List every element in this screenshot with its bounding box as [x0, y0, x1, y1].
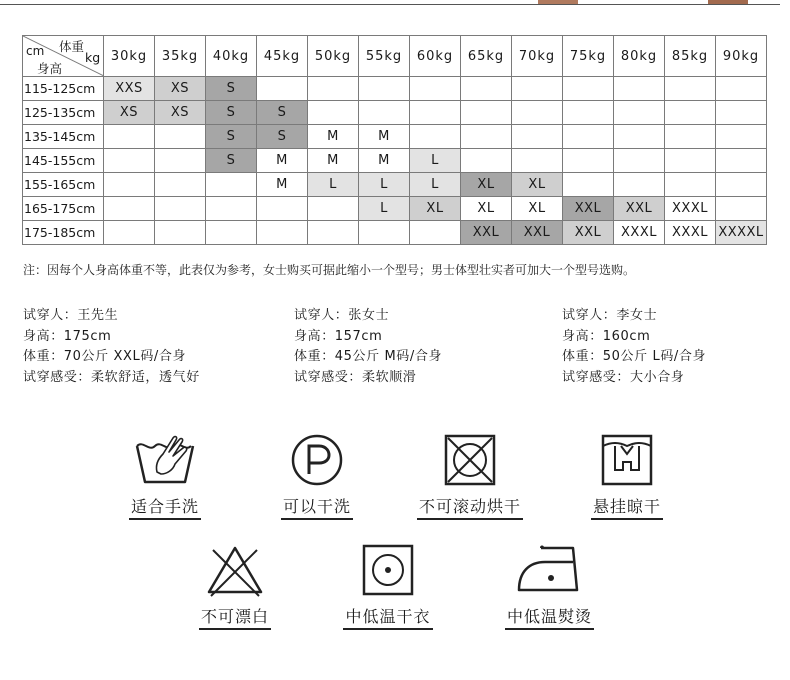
size-cell: XL	[461, 197, 512, 221]
tester-name: 试穿人：王先生	[23, 308, 119, 323]
hand-wash-icon	[133, 432, 197, 488]
weight-header: 60kg	[410, 36, 461, 77]
table-row	[23, 173, 767, 197]
size-cell	[512, 101, 563, 125]
size-cell	[104, 149, 155, 173]
size-cell: XS	[104, 101, 155, 125]
size-cell: S	[206, 125, 257, 149]
tester-name: 试穿人：李女士	[562, 308, 658, 323]
size-cell: S	[206, 77, 257, 101]
size-cell	[155, 173, 206, 197]
size-cell: XXS	[104, 77, 155, 101]
size-cell	[563, 77, 614, 101]
corner-weight-label: 体重	[59, 39, 85, 54]
height-label: 135-145cm	[23, 125, 104, 149]
tester-card	[294, 306, 442, 388]
size-cell	[665, 125, 716, 149]
size-cell	[614, 149, 665, 173]
size-cell	[461, 125, 512, 149]
weight-header: 70kg	[512, 36, 563, 77]
tester-feeling: 试穿感受：大小合身	[562, 369, 685, 385]
top-divider	[0, 4, 780, 5]
tester-feeling: 试穿感受：柔软顺滑	[294, 369, 417, 385]
size-cell	[614, 173, 665, 197]
corner-height-label: 身高	[37, 61, 63, 76]
size-cell	[716, 101, 767, 125]
size-cell: XXXL	[614, 221, 665, 245]
height-label: 125-135cm	[23, 101, 104, 125]
size-cell: S	[206, 149, 257, 173]
tester-feeling: 试穿感受：柔软舒适，透气好	[23, 369, 200, 385]
size-cell: XXL	[563, 221, 614, 245]
weight-header: 80kg	[614, 36, 665, 77]
size-cell	[206, 197, 257, 221]
size-cell	[665, 173, 716, 197]
size-cell	[461, 77, 512, 101]
care-item	[180, 542, 290, 630]
size-cell	[563, 101, 614, 125]
size-cell: XXL	[512, 221, 563, 245]
tester-weight: 体重：50公斤 L码/合身	[562, 349, 707, 364]
care-label: 不可滚动烘干	[417, 494, 523, 520]
weight-header: 90kg	[716, 36, 767, 77]
size-cell	[665, 77, 716, 101]
size-cell: XXXL	[665, 197, 716, 221]
size-cell	[155, 197, 206, 221]
size-cell	[716, 197, 767, 221]
table-row	[23, 125, 767, 149]
size-note: 注：因每个人身高体重不等，此表仅为参考，女士购买可据此缩小一个型号；男士体型壮实者可加大一个型号选购。	[23, 263, 636, 277]
size-cell	[512, 125, 563, 149]
size-cell	[512, 77, 563, 101]
care-label: 不可漂白	[199, 604, 271, 630]
size-cell	[104, 125, 155, 149]
size-cell	[563, 173, 614, 197]
table-row	[23, 221, 767, 245]
size-cell	[104, 221, 155, 245]
weight-header: 35kg	[155, 36, 206, 77]
size-cell	[410, 101, 461, 125]
size-cell	[665, 149, 716, 173]
low-temp-iron-icon	[515, 542, 585, 598]
size-cell	[563, 149, 614, 173]
top-image-fragment	[538, 0, 578, 4]
size-cell: XXXL	[665, 221, 716, 245]
size-cell	[155, 221, 206, 245]
height-label: 155-165cm	[23, 173, 104, 197]
weight-header: 45kg	[257, 36, 308, 77]
size-cell	[359, 101, 410, 125]
size-cell	[665, 101, 716, 125]
top-image-fragment	[708, 0, 748, 4]
height-label: 115-125cm	[23, 77, 104, 101]
weight-header: 65kg	[461, 36, 512, 77]
care-item	[333, 542, 443, 630]
size-cell	[308, 197, 359, 221]
weight-header: 30kg	[104, 36, 155, 77]
size-cell: XXL	[461, 221, 512, 245]
size-cell	[716, 125, 767, 149]
height-label: 165-175cm	[23, 197, 104, 221]
size-cell	[155, 125, 206, 149]
tester-height: 身高：160cm	[562, 328, 651, 344]
size-cell: S	[206, 101, 257, 125]
corner-kg-label: kg	[85, 50, 101, 65]
care-item	[262, 432, 372, 520]
size-cell: L	[410, 149, 461, 173]
dry-clean-icon	[287, 432, 347, 488]
table-row	[23, 101, 767, 125]
table-row	[23, 197, 767, 221]
height-label: 175-185cm	[23, 221, 104, 245]
care-item	[405, 432, 535, 520]
size-cell: M	[308, 125, 359, 149]
care-label: 可以干洗	[281, 494, 353, 520]
size-cell	[716, 173, 767, 197]
size-cell: XXL	[563, 197, 614, 221]
hang-dry-icon	[599, 432, 655, 488]
corner-cm-label: cm	[26, 44, 45, 58]
tester-weight: 体重：70公斤 XXL码/合身	[23, 349, 187, 364]
size-cell	[104, 173, 155, 197]
size-cell	[512, 149, 563, 173]
no-bleach-icon	[203, 542, 267, 598]
size-cell	[716, 77, 767, 101]
size-chart-table	[22, 35, 767, 245]
tester-weight: 体重：45公斤 M码/合身	[294, 349, 443, 364]
size-cell	[257, 221, 308, 245]
table-row	[23, 149, 767, 173]
tester-card	[562, 306, 706, 388]
size-cell	[206, 173, 257, 197]
size-cell	[614, 77, 665, 101]
size-cell: XL	[410, 197, 461, 221]
size-cell	[410, 125, 461, 149]
weight-header: 55kg	[359, 36, 410, 77]
size-cell: XS	[155, 77, 206, 101]
size-cell: XS	[155, 101, 206, 125]
height-label: 145-155cm	[23, 149, 104, 173]
tester-name: 试穿人：张女士	[294, 308, 390, 323]
low-temp-dry-icon	[360, 542, 416, 598]
care-item	[572, 432, 682, 520]
size-cell	[359, 77, 410, 101]
size-cell: XL	[512, 173, 563, 197]
size-cell: XXL	[614, 197, 665, 221]
size-cell: M	[257, 173, 308, 197]
corner-cell	[23, 36, 104, 77]
size-cell	[614, 125, 665, 149]
size-cell	[104, 197, 155, 221]
size-cell: L	[359, 173, 410, 197]
size-cell: XL	[512, 197, 563, 221]
size-cell: M	[359, 125, 410, 149]
care-label: 适合手洗	[129, 494, 201, 520]
weight-header: 50kg	[308, 36, 359, 77]
size-cell	[257, 197, 308, 221]
weight-header: 85kg	[665, 36, 716, 77]
tester-card	[23, 306, 200, 388]
tester-height: 身高：157cm	[294, 328, 383, 344]
care-item	[492, 542, 607, 630]
size-cell	[308, 101, 359, 125]
weight-header: 40kg	[206, 36, 257, 77]
weight-header: 75kg	[563, 36, 614, 77]
size-cell	[206, 221, 257, 245]
size-cell	[308, 221, 359, 245]
size-cell	[155, 149, 206, 173]
size-cell: M	[257, 149, 308, 173]
care-label: 中低温干衣	[343, 604, 432, 630]
size-cell	[614, 101, 665, 125]
no-tumble-dry-icon	[442, 432, 498, 488]
size-cell	[563, 125, 614, 149]
size-cell	[461, 101, 512, 125]
size-cell: L	[308, 173, 359, 197]
size-cell	[716, 149, 767, 173]
size-cell: L	[359, 197, 410, 221]
size-cell: S	[257, 125, 308, 149]
care-label: 中低温熨烫	[505, 604, 594, 630]
size-cell: L	[410, 173, 461, 197]
size-cell: M	[308, 149, 359, 173]
tester-height: 身高：175cm	[23, 328, 112, 344]
size-cell	[257, 77, 308, 101]
table-row	[23, 77, 767, 101]
care-item	[110, 432, 220, 520]
size-cell	[308, 77, 359, 101]
size-cell	[359, 221, 410, 245]
weight-header-row	[23, 36, 767, 77]
size-cell: S	[257, 101, 308, 125]
size-cell	[461, 149, 512, 173]
care-label: 悬挂晾干	[591, 494, 663, 520]
size-cell: XL	[461, 173, 512, 197]
size-cell: M	[359, 149, 410, 173]
size-cell	[410, 77, 461, 101]
size-cell	[410, 221, 461, 245]
size-cell: XXXXL	[716, 221, 767, 245]
